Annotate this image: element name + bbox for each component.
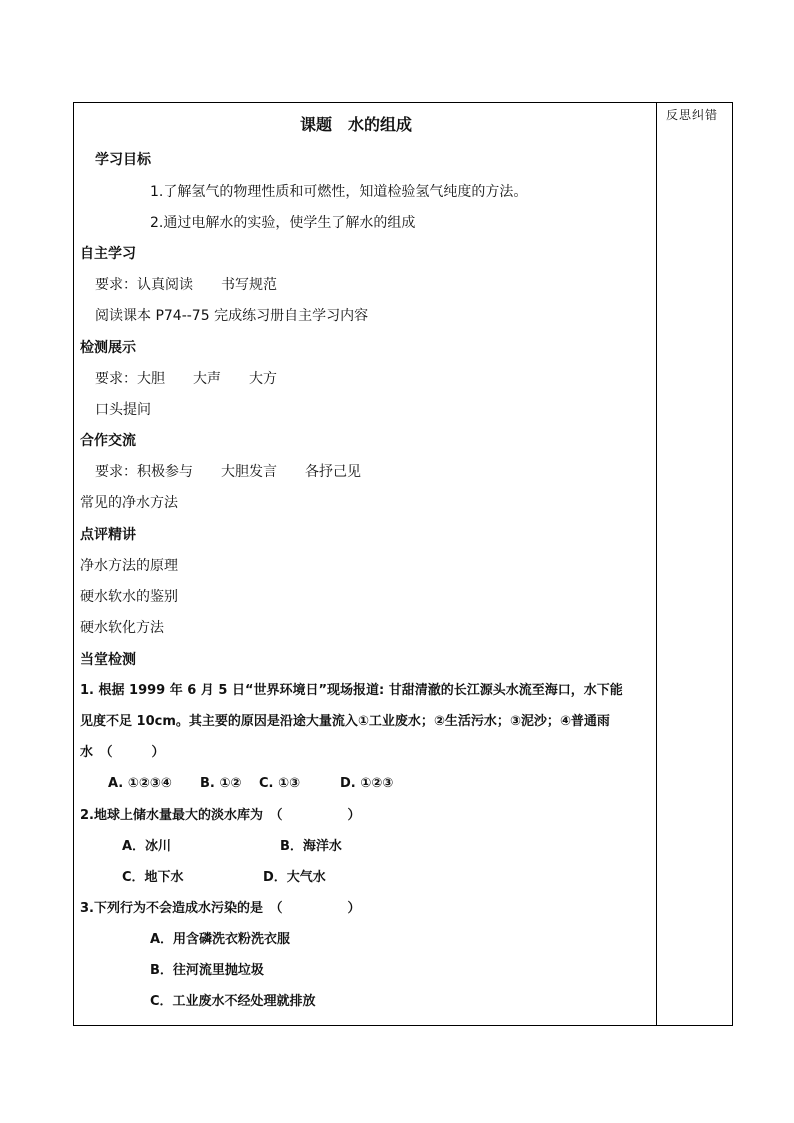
- comment-item-2: 硬水软水的鉴别: [80, 589, 178, 605]
- q1-option-b: B. ①②: [200, 776, 242, 791]
- cooperation-task: 常见的净水方法: [80, 495, 178, 511]
- comments-heading: 点评精讲: [80, 527, 136, 543]
- self-study-heading: 自主学习: [80, 246, 136, 262]
- check-show-task: 口头提问: [95, 402, 151, 418]
- check-show-heading: 检测展示: [80, 340, 136, 356]
- objective-item-2: 2.通过电解水的实验，使学生了解水的组成: [150, 215, 416, 231]
- in-class-heading: 当堂检测: [80, 652, 136, 668]
- side-column-title: 反思纠错: [666, 108, 719, 122]
- comment-item-1: 净水方法的原理: [80, 558, 178, 574]
- column-divider: [656, 102, 657, 1026]
- q1-option-a: A. ①②③④: [108, 776, 172, 791]
- q2-option-c: C．地下水: [122, 870, 184, 885]
- self-study-requirement: 要求：认真阅读 书写规范: [95, 277, 277, 293]
- page-title: 课题 水的组成: [300, 115, 413, 134]
- q2-option-b: B．海洋水: [280, 839, 342, 854]
- q1-line-2: 见度不足 10cm。其主要的原因是沿途大量流入①工业废水；②生活污水；③泥沙；④普通雨: [80, 714, 610, 729]
- q1-option-c: C. ①③: [259, 776, 301, 791]
- check-show-requirement: 要求：大胆 大声 大方: [95, 371, 277, 387]
- q3-option-a: A．用含磷洗衣粉洗衣服: [150, 932, 291, 947]
- q2-option-d: D．大气水: [263, 870, 326, 885]
- q2-stem: 2.地球上储水量最大的淡水库为 （ ）: [80, 808, 361, 823]
- q2-option-a: A．冰川: [122, 839, 172, 854]
- q3-option-c: C．工业废水不经处理就排放: [150, 994, 316, 1009]
- q3-stem: 3.下列行为不会造成水污染的是 （ ）: [80, 901, 361, 916]
- q1-line-3: 水 （ ）: [80, 745, 165, 760]
- objectives-heading: 学习目标: [95, 152, 151, 168]
- self-study-task: 阅读课本 P74--75 完成练习册自主学习内容: [95, 308, 369, 324]
- q3-option-b: B．往河流里抛垃圾: [150, 963, 264, 978]
- objective-item-1: 1.了解氢气的物理性质和可燃性，知道检验氢气纯度的方法。: [150, 184, 528, 200]
- comment-item-3: 硬水软化方法: [80, 620, 164, 636]
- q1-option-d: D. ①②③: [340, 776, 394, 791]
- q1-line-1: 1. 根据 1999 年 6 月 5 日“世界环境日”现场报道: 甘甜清澈的长江源头水流至海口，水下能: [80, 683, 623, 698]
- cooperation-heading: 合作交流: [80, 433, 136, 449]
- cooperation-requirement: 要求：积极参与 大胆发言 各抒己见: [95, 464, 361, 480]
